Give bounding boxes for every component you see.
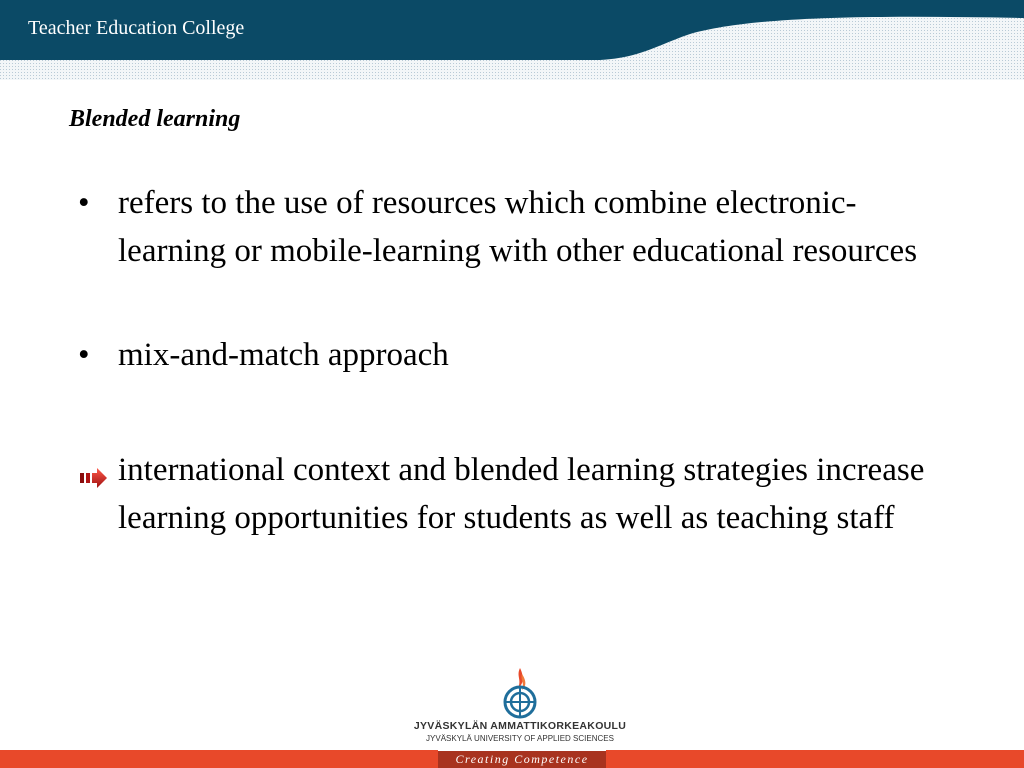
bullet-marker: • xyxy=(78,337,90,373)
flame-globe-icon xyxy=(498,666,542,720)
logo-name-english: JYVÄSKYLÄ UNIVERSITY OF APPLIED SCIENCES xyxy=(426,734,614,743)
footer-tagline: Creating Competence xyxy=(455,752,589,766)
slide-title: Blended learning xyxy=(69,106,241,132)
header-banner-graphic xyxy=(0,0,1024,80)
bullet-text: international context and blended learning strategies increase learning opportunities for students as well as teaching staff xyxy=(118,452,925,536)
bullet-item xyxy=(78,446,938,542)
logo-name-finnish: JYVÄSKYLÄN AMMATTIKORKEAKOULU xyxy=(413,720,627,732)
bullet-item xyxy=(78,331,938,379)
bullet-marker: • xyxy=(78,185,90,221)
bullet-text: refers to the use of resources which combine electronic-learning or mobile-learning with other educational resources xyxy=(118,185,918,269)
bullet-item xyxy=(78,179,938,275)
arrow-icon xyxy=(80,456,116,504)
org-name: Teacher Education College xyxy=(28,17,245,39)
university-logo xyxy=(410,666,630,746)
bullet-text: mix-and-match approach xyxy=(118,337,449,373)
header-banner xyxy=(0,0,1024,80)
